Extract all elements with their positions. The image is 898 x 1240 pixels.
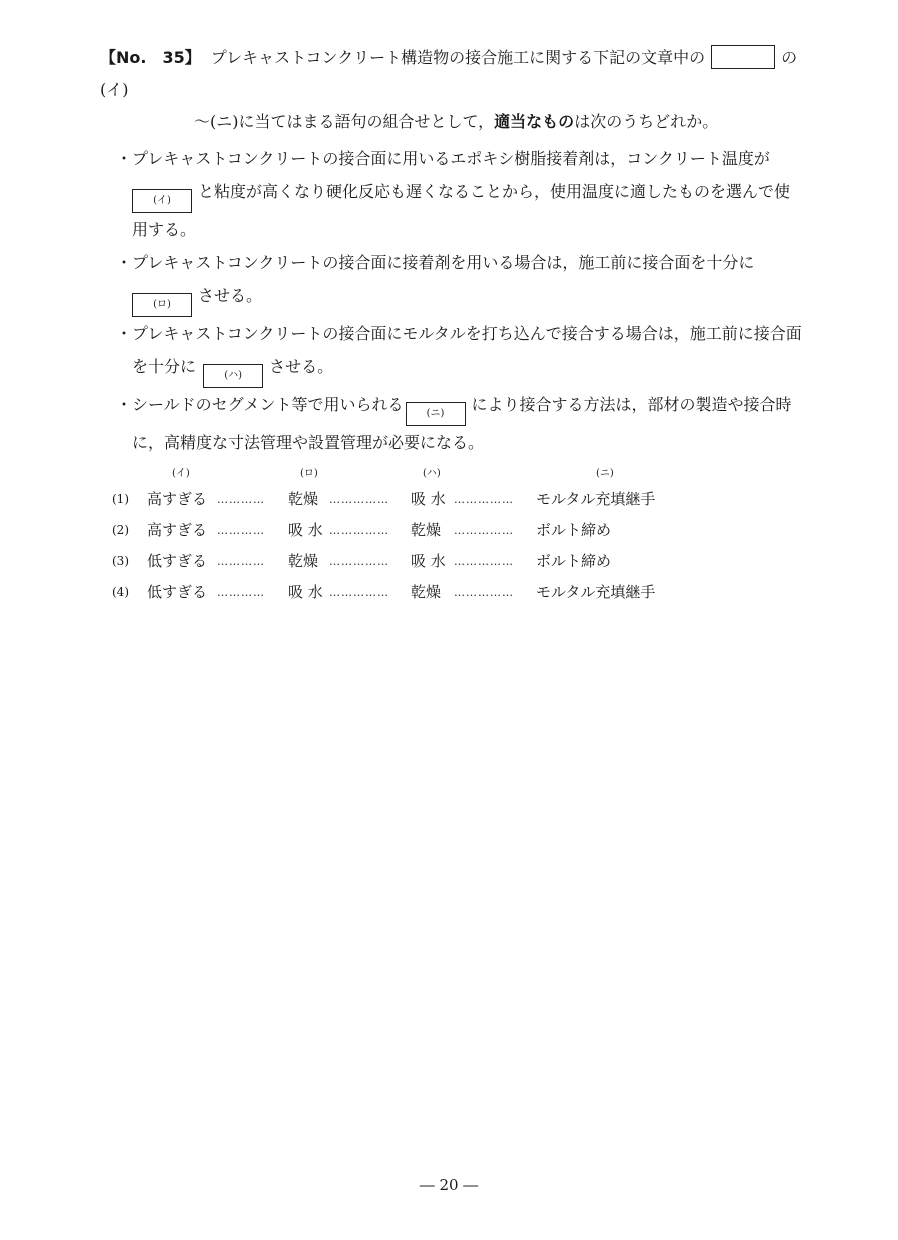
option-ha: 乾燥 <box>411 521 442 539</box>
question-line-2 <box>100 106 810 138</box>
leader-dots: ………… <box>217 555 265 568</box>
question-line-1 <box>100 42 810 106</box>
leader-dots: …………… <box>454 493 514 506</box>
option-number: (4) <box>112 585 129 599</box>
option-ha: 吸 水 <box>411 552 446 570</box>
leader-dots: …………… <box>454 555 514 568</box>
statement-text: により接合する方法は，部材の製造や接合時に，高精度な寸法管理や設置管理が必要になる。 <box>132 395 792 452</box>
answer-header-ha: (ハ) <box>423 468 441 479</box>
statement-list <box>112 142 802 459</box>
option-ni: ボルト締め <box>536 552 612 570</box>
blank-box-inline <box>711 45 775 69</box>
statement-item <box>112 142 802 246</box>
option-ro: 乾燥 <box>288 552 319 570</box>
answer-choices <box>112 460 672 608</box>
leader-dots: ………… <box>217 524 265 537</box>
question-number: 【No. 35】 <box>100 48 201 67</box>
question-header <box>100 42 810 138</box>
bullet: ・ <box>116 324 133 343</box>
statement-item <box>112 246 802 317</box>
option-number: (2) <box>112 523 129 537</box>
option-number: (1) <box>112 492 129 506</box>
statement-text: させる。 <box>269 357 334 376</box>
answer-option-4[interactable] <box>112 577 672 608</box>
option-ha: 吸 水 <box>411 490 446 508</box>
statement-text: させる。 <box>198 286 263 305</box>
option-i: 低すぎる <box>147 552 208 570</box>
option-ha: 乾燥 <box>411 583 442 601</box>
blank-box: (ハ) <box>203 364 263 388</box>
blank-box: (ニ) <box>406 402 466 426</box>
statement-text: プレキャストコンクリートの接合面に用いるエポキシ樹脂接着剤は，コンクリート温度が <box>132 149 770 168</box>
blank-box: (イ) <box>132 189 192 213</box>
option-number: (3) <box>112 554 129 568</box>
blank-box: (ロ) <box>132 293 192 317</box>
option-ro: 乾燥 <box>288 490 319 508</box>
statement-text: と粘度が高くなり硬化反応も遅くなることから，使用温度に適したものを選んで使用する。 <box>132 182 791 239</box>
answer-header-ro: (ロ) <box>300 468 318 479</box>
option-ni: ボルト締め <box>536 521 612 539</box>
answer-header-ni: (ニ) <box>596 468 614 479</box>
question-text-2b: は次のうちどれか。 <box>574 112 719 131</box>
bullet: ・ <box>116 395 133 414</box>
answer-header <box>112 460 672 484</box>
option-ni: モルタル充填継手 <box>536 490 656 508</box>
leader-dots: …………… <box>329 493 389 506</box>
statement-text: プレキャストコンクリートの接合面にモルタルを打ち込んで接合する場合は，施工前に接合面を十分に <box>132 324 802 376</box>
option-i: 高すぎる <box>147 521 208 539</box>
answer-option-2[interactable] <box>112 515 672 546</box>
option-i: 高すぎる <box>147 490 208 508</box>
answer-option-3[interactable] <box>112 546 672 577</box>
option-ro: 吸 水 <box>288 521 323 539</box>
option-ro: 吸 水 <box>288 583 323 601</box>
question-text-1a: プレキャストコンクリート構造物の接合施工に関する下記の文章中の <box>210 48 706 67</box>
statement-item <box>112 317 802 388</box>
statement-text: プレキャストコンクリートの接合面に接着剤を用いる場合は，施工前に接合面を十分に <box>132 253 755 272</box>
answer-header-i: (イ) <box>172 468 190 479</box>
leader-dots: …………… <box>329 586 389 599</box>
option-i: 低すぎる <box>147 583 208 601</box>
leader-dots: …………… <box>329 524 389 537</box>
bullet: ・ <box>116 253 133 272</box>
question-emphasis: 適当なもの <box>494 112 575 131</box>
option-ni: モルタル充填継手 <box>536 583 656 601</box>
leader-dots: …………… <box>454 586 514 599</box>
leader-dots: ………… <box>217 586 265 599</box>
bullet: ・ <box>116 149 133 168</box>
statement-item <box>112 388 802 459</box>
question-text-1b: の(イ) <box>100 48 798 99</box>
page-number: ― 20 ― <box>419 1176 479 1194</box>
statement-text: シールドのセグメント等で用いられる <box>132 395 404 414</box>
answer-option-1[interactable] <box>112 484 672 515</box>
leader-dots: …………… <box>454 524 514 537</box>
leader-dots: …………… <box>329 555 389 568</box>
leader-dots: ………… <box>217 493 265 506</box>
question-text-2a: ～(ニ)に当てはまる語句の組合せとして， <box>194 112 495 131</box>
